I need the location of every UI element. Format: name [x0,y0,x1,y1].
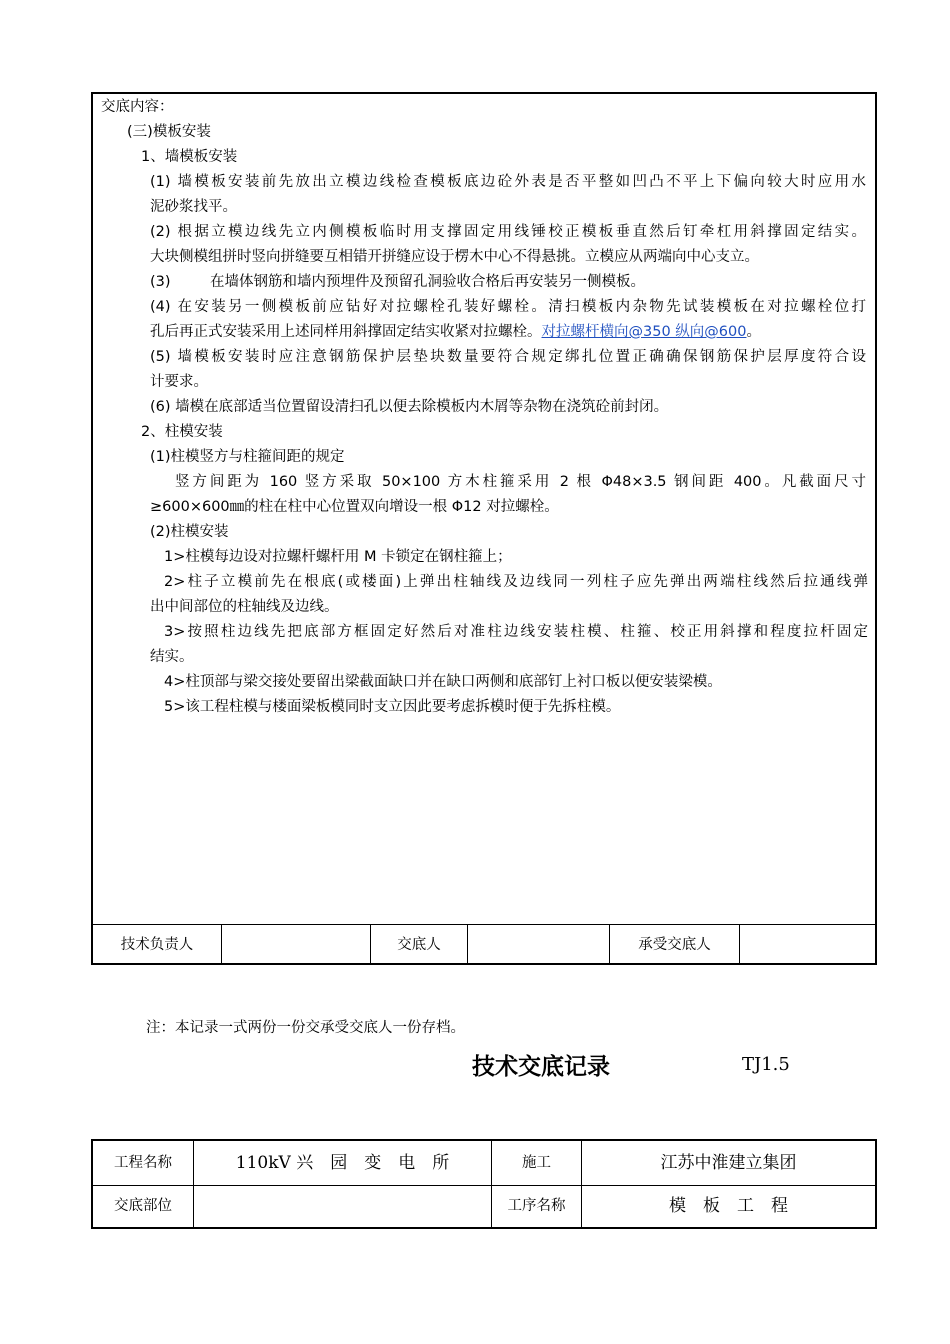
record-title: 技术交底记录 [472,1054,610,1080]
receiver-label: 承受交底人 [638,937,711,953]
column-item-1-line1: 竖方间距为 160 竖方采取 50×100 方木柱箍采用 2 根 Φ48×3.5 钢间距 400。凡截面尺寸 [175,474,866,490]
project-name-label: 工程名称 [114,1155,172,1171]
wall-item-3-text: 在墙体钢筋和墙内预埋件及预留孔洞验收合格后再安装另一侧模板。 [210,274,645,290]
project-info-table [91,1139,877,1229]
wall-item-3-number: (3) [150,274,171,290]
tie-bolt-spacing-link[interactable]: 对拉螺杆横向@350 纵向@600 [541,324,747,340]
presenter-label: 交底人 [397,937,441,953]
wall-item-5-line1: (5) 墙模板安装时应注意钢筋保护层垫块数量要符合规定绑扎位置正确确保钢筋保护层厚度符合设 [150,349,866,365]
column-item-1-line2: ≥600×600㎜的柱在柱中心位置双向增设一根 Φ12 对拉螺栓。 [150,499,559,515]
disclosure-part-label: 交底部位 [114,1198,172,1214]
column-step-3-line2: 结实。 [150,649,194,665]
tech-lead-signature-field[interactable] [222,925,370,965]
subsection-column-formwork: 2、柱模安装 [141,424,223,440]
column-step-1: 1>柱模每边设对拉螺杆螺杆用 M 卡锁定在钢柱箍上； [164,549,512,565]
presenter-signature-field[interactable] [468,925,609,965]
wall-item-5-line2: 计要求。 [150,374,208,390]
column-item-2-title: (2)柱模安装 [150,524,229,540]
subsection-wall-formwork: 1、墙模板安装 [141,149,238,165]
process-name-label: 工序名称 [507,1198,566,1214]
signature-row [93,925,875,965]
wall-item-4-text: 孔后再正式安装采用上述同样用斜撑固定结实收紧对拉螺栓。 [150,324,542,340]
wall-item-2-line1: (2) 根据立模边线先立内侧模板临时用支撑固定用线锤校正模板垂直然后钉牵杠用斜撑固定结实。 [150,224,866,240]
process-name-value: 模 板 工 程 [669,1196,788,1216]
content-cell [93,94,875,925]
wall-item-4-end: 。 [746,324,761,340]
column-step-3-line1: 3>按照柱边线先把底部方框固定好然后对准柱边线安装柱模、柱箍、校正用斜撑和程度拉杆固定 [164,624,868,640]
column-step-2-line1: 2>柱子立模前先在根底(或楼面)上弹出柱轴线及边线同一列柱子应先弹出两端柱线然后拉通线弹 [164,574,868,590]
contractor-label: 施工 [522,1155,551,1171]
wall-item-1-line2: 泥砂浆找平。 [150,199,237,215]
wall-item-6: (6) 墙模在底部适当位置留设清扫孔以便去除模板内木屑等杂物在浇筑砼前封闭。 [150,399,669,415]
receiver-signature-field[interactable] [740,925,875,965]
wall-item-1-line1: (1) 墙模板安装前先放出立模边线检查模板底边砼外表是否平整如凹凸不平上下偏向较大时应用水 [150,174,866,190]
wall-item-4-line2 [150,322,761,342]
tech-lead-label: 技术负责人 [120,937,194,953]
contractor-value: 江苏中淮建立集团 [660,1153,797,1173]
disclosure-part-value[interactable] [194,1186,491,1227]
content-heading: 交底内容： [101,99,174,115]
column-item-1-title: (1)柱模竖方与柱箍间距的规定 [150,449,345,465]
wall-item-4-line1: (4) 在安装另一侧模板前应钻好对拉螺栓孔装好螺栓。清扫模板内杂物先试装模板在对拉螺栓位打 [150,299,866,315]
disclosure-content-table [91,92,877,965]
record-note: 注：本记录一式两份一份交承受交底人一份存档。 [146,1020,465,1036]
section-title: (三)模板安装 [127,124,211,140]
column-step-4: 4>柱顶部与梁交接处要留出梁截面缺口并在缺口两侧和底部钉上衬口板以便安装梁模。 [164,674,722,690]
project-name-value: 110kV 兴 园 变 电 所 [235,1153,450,1173]
column-step-5: 5>该工程柱模与楼面梁板模同时支立因此要考虑拆模时便于先拆柱模。 [164,699,621,715]
column-step-2-line2: 出中间部位的柱轴线及边线。 [150,599,339,615]
wall-item-2-line2: 大块侧模组拼时竖向拼缝要互相错开拼缝应设于楞木中心不得悬挑。立模应从两端向中心支立。 [150,249,759,265]
record-code: TJ1.5 [742,1054,790,1075]
